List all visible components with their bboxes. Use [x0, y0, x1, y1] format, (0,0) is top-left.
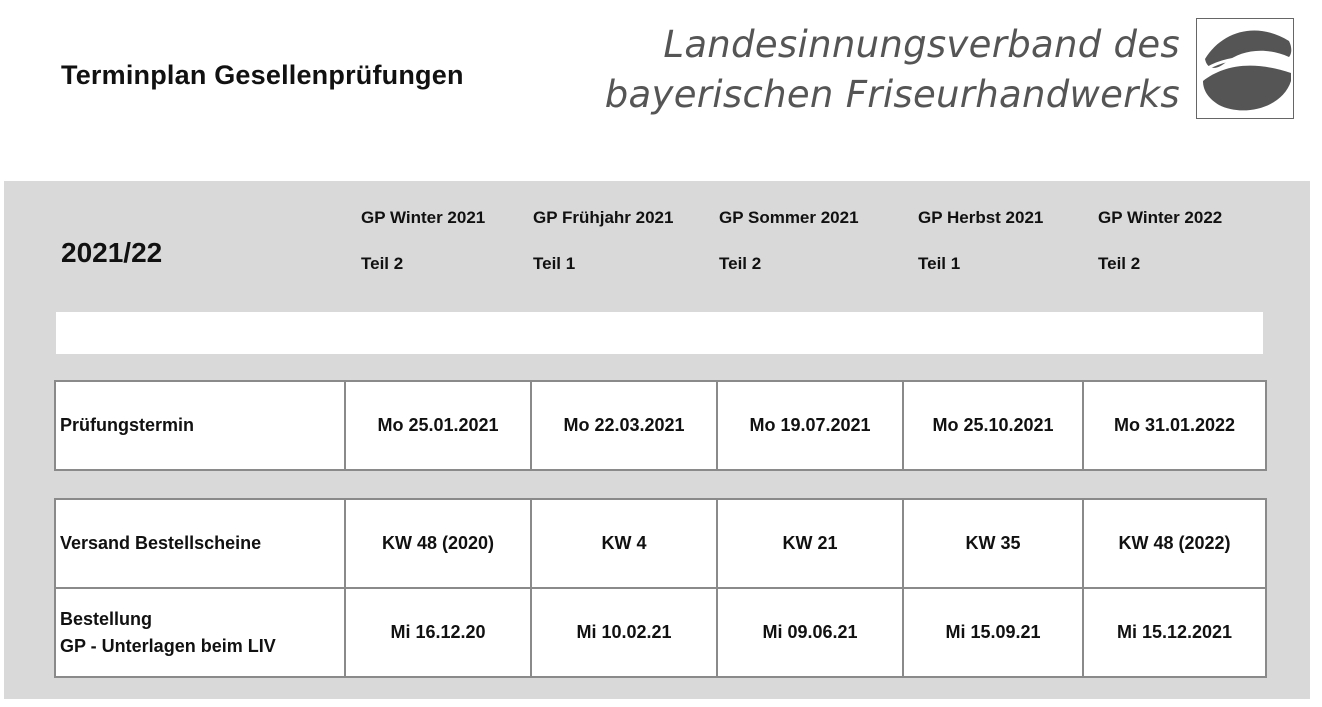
shipping-week-cell: KW 48 (2022) — [1083, 499, 1266, 588]
shipping-week-cell: KW 4 — [531, 499, 717, 588]
page-title: Terminplan Gesellenprüfungen — [61, 60, 464, 90]
order-date-cell: Mi 15.12.2021 — [1083, 588, 1266, 677]
column-part: Teil 2 — [361, 254, 404, 273]
column-header — [1098, 206, 1222, 275]
hair-wave-logo-icon — [1196, 18, 1294, 119]
row-label — [55, 588, 345, 677]
column-header — [719, 206, 859, 275]
exam-date-cell: Mo 31.01.2022 — [1083, 381, 1266, 470]
row-label: Versand Bestellscheine — [55, 499, 345, 588]
organization-name-line1: Landesinnungsverband des — [663, 23, 1180, 66]
column-name: GP Herbst 2021 — [918, 208, 1044, 227]
order-date-cell: Mi 10.02.21 — [531, 588, 717, 677]
exam-date-cell: Mo 25.10.2021 — [903, 381, 1083, 470]
column-name: GP Winter 2021 — [361, 208, 486, 227]
exam-date-cell: Mo 19.07.2021 — [717, 381, 903, 470]
school-year: 2021/22 — [61, 237, 163, 268]
table-row — [55, 588, 1266, 677]
column-part: Teil 1 — [918, 254, 961, 273]
shipping-week-cell: KW 35 — [903, 499, 1083, 588]
exam-date-cell: Mo 25.01.2021 — [345, 381, 531, 470]
column-name: GP Sommer 2021 — [719, 208, 859, 227]
row-label-line: Bestellung — [60, 608, 153, 629]
table-row — [55, 381, 1266, 470]
organization-name — [605, 20, 1180, 120]
column-header — [918, 206, 1043, 275]
column-name: GP Frühjahr 2021 — [533, 208, 674, 227]
column-name: GP Winter 2022 — [1098, 208, 1223, 227]
column-part: Teil 2 — [719, 254, 762, 273]
order-date-cell: Mi 09.06.21 — [717, 588, 903, 677]
column-part: Teil 2 — [1098, 254, 1141, 273]
column-part: Teil 1 — [533, 254, 576, 273]
column-header — [361, 206, 485, 275]
exam-date-cell: Mo 22.03.2021 — [531, 381, 717, 470]
row-label: Prüfungstermin — [55, 381, 345, 470]
order-date-cell: Mi 15.09.21 — [903, 588, 1083, 677]
exam-date-table — [54, 380, 1267, 471]
row-label-line: GP - Unterlagen beim LIV — [60, 635, 276, 656]
order-date-cell: Mi 16.12.20 — [345, 588, 531, 677]
spacer-bar — [56, 312, 1263, 354]
shipping-week-cell: KW 48 (2020) — [345, 499, 531, 588]
table-row — [55, 499, 1266, 588]
order-schedule-table — [54, 498, 1267, 678]
column-header — [533, 206, 673, 275]
shipping-week-cell: KW 21 — [717, 499, 903, 588]
organization-name-line2: bayerischen Friseurhandwerks — [604, 73, 1180, 116]
